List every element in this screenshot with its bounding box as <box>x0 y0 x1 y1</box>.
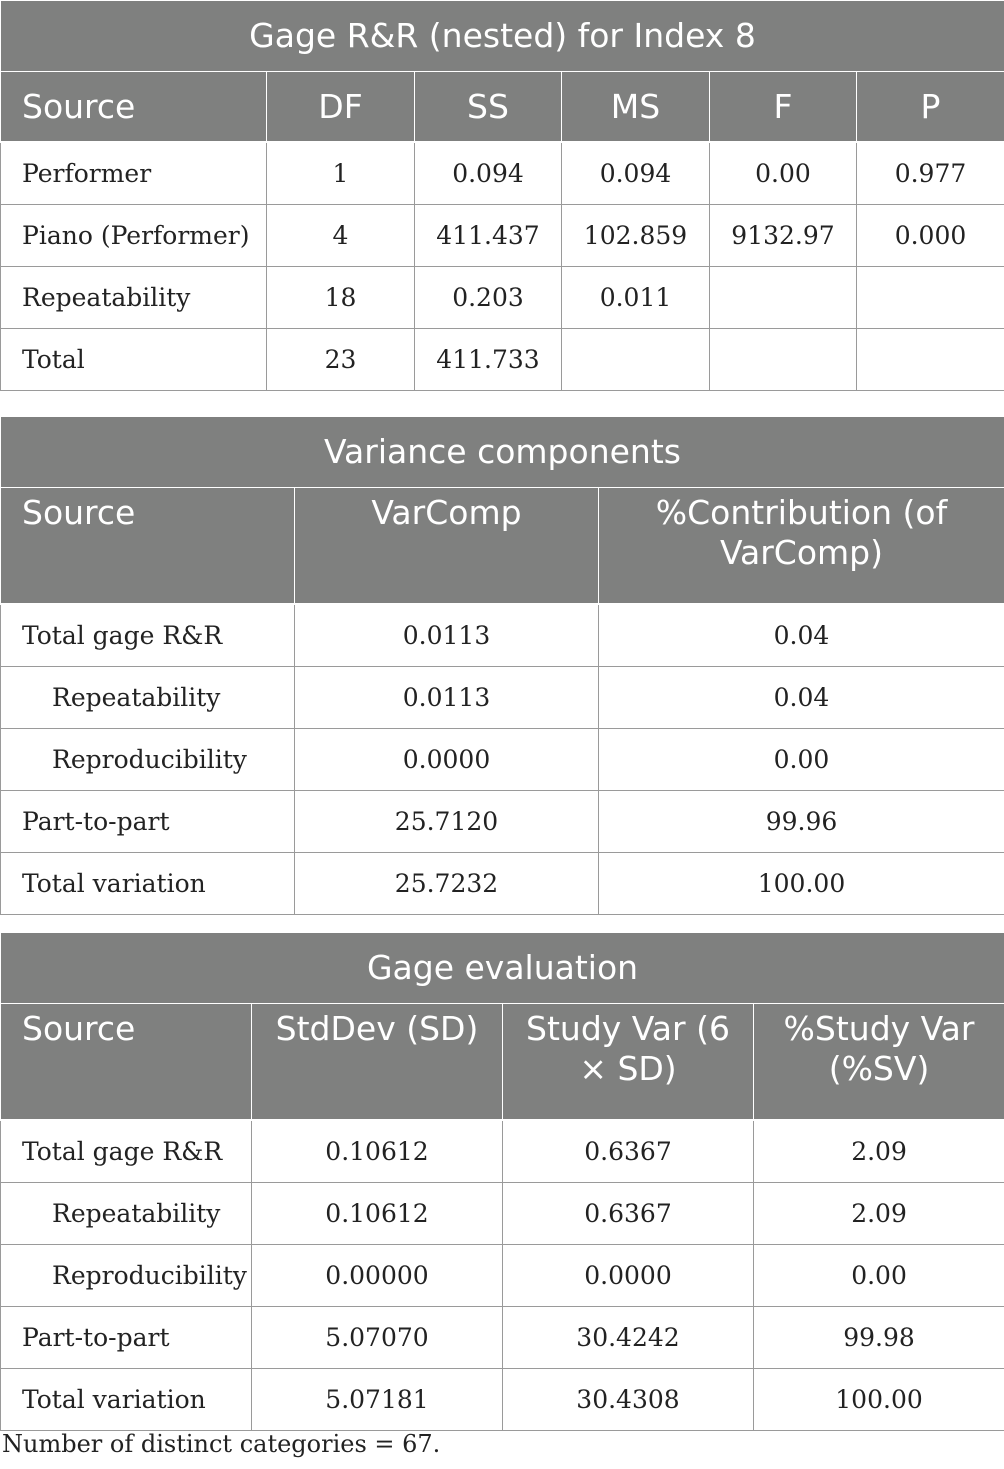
study-var-cell: 30.4308 <box>503 1369 754 1431</box>
f-cell <box>710 329 857 391</box>
table-row <box>1 1120 1004 1183</box>
p-cell: 0.977 <box>857 142 1004 205</box>
source-cell: Repeatability <box>1 667 295 729</box>
df-cell: 1 <box>267 142 415 205</box>
varcomp-cell: 0.0113 <box>295 604 599 667</box>
study-var-cell: 0.6367 <box>503 1120 754 1183</box>
ms-cell: 0.011 <box>562 267 710 329</box>
table-row <box>1 1307 1004 1369</box>
varcomp-cell: 0.0000 <box>295 729 599 791</box>
contribution-cell: 0.04 <box>599 667 1004 729</box>
ms-cell <box>562 329 710 391</box>
stddev-cell: 5.07070 <box>252 1307 503 1369</box>
p-cell: 0.000 <box>857 205 1004 267</box>
source-cell: Part-to-part <box>1 1307 252 1369</box>
source-cell: Repeatability <box>1 267 267 329</box>
pct-sv-cell: 2.09 <box>754 1120 1004 1183</box>
table-row <box>1 1183 1004 1245</box>
column-header: Source <box>1 72 267 143</box>
study-var-cell: 0.6367 <box>503 1183 754 1245</box>
variance-components-title: Variance components <box>1 417 1004 488</box>
contribution-cell: 99.96 <box>599 791 1004 853</box>
source-cell: Reproducibility <box>1 729 295 791</box>
contribution-cell: 100.00 <box>599 853 1004 915</box>
df-cell: 23 <box>267 329 415 391</box>
source-cell: Reproducibility <box>1 1245 252 1307</box>
study-var-cell: 30.4242 <box>503 1307 754 1369</box>
ss-cell: 411.733 <box>415 329 562 391</box>
table-row <box>1 729 1004 791</box>
varcomp-cell: 0.0113 <box>295 667 599 729</box>
source-cell: Total variation <box>1 1369 252 1431</box>
pct-sv-cell: 100.00 <box>754 1369 1004 1431</box>
pct-sv-cell: 0.00 <box>754 1245 1004 1307</box>
column-header: P <box>857 72 1004 143</box>
column-header: %Study Var (%SV) <box>754 1004 1004 1121</box>
column-header: MS <box>562 72 710 143</box>
stddev-cell: 0.00000 <box>252 1245 503 1307</box>
column-header: F <box>710 72 857 143</box>
column-header: Source <box>1 1004 252 1121</box>
source-cell: Total variation <box>1 853 295 915</box>
stddev-cell: 5.07181 <box>252 1369 503 1431</box>
footnote: Number of distinct categories = 67. <box>2 1430 441 1458</box>
f-cell: 0.00 <box>710 142 857 205</box>
anova-table-title: Gage R&R (nested) for Index 8 <box>1 1 1004 72</box>
table-row <box>1 667 1004 729</box>
table-row <box>1 267 1004 329</box>
column-header: StdDev (SD) <box>252 1004 503 1121</box>
source-cell: Part-to-part <box>1 791 295 853</box>
varcomp-cell: 25.7120 <box>295 791 599 853</box>
table-row <box>1 853 1004 915</box>
p-cell <box>857 329 1004 391</box>
p-cell <box>857 267 1004 329</box>
f-cell <box>710 267 857 329</box>
column-header: Source <box>1 488 295 605</box>
column-header: %Contribution (of VarComp) <box>599 488 1004 605</box>
f-cell: 9132.97 <box>710 205 857 267</box>
column-header: VarComp <box>295 488 599 605</box>
ss-cell: 0.203 <box>415 267 562 329</box>
stddev-cell: 0.10612 <box>252 1120 503 1183</box>
table-row <box>1 329 1004 391</box>
ms-cell: 0.094 <box>562 142 710 205</box>
gage-evaluation-table <box>0 932 1004 1431</box>
source-cell: Total gage R&R <box>1 604 295 667</box>
df-cell: 18 <box>267 267 415 329</box>
ms-cell: 102.859 <box>562 205 710 267</box>
table-row <box>1 791 1004 853</box>
variance-components-table <box>0 416 1004 915</box>
table-row <box>1 1245 1004 1307</box>
gage-evaluation-title: Gage evaluation <box>1 933 1004 1004</box>
column-header: Study Var (6 × SD) <box>503 1004 754 1121</box>
table-row <box>1 142 1004 205</box>
source-cell: Total <box>1 329 267 391</box>
anova-table <box>0 0 1004 391</box>
source-cell: Piano (Performer) <box>1 205 267 267</box>
study-var-cell: 0.0000 <box>503 1245 754 1307</box>
df-cell: 4 <box>267 205 415 267</box>
source-cell: Total gage R&R <box>1 1120 252 1183</box>
table-row <box>1 1369 1004 1431</box>
pct-sv-cell: 99.98 <box>754 1307 1004 1369</box>
contribution-cell: 0.00 <box>599 729 1004 791</box>
pct-sv-cell: 2.09 <box>754 1183 1004 1245</box>
varcomp-cell: 25.7232 <box>295 853 599 915</box>
ss-cell: 411.437 <box>415 205 562 267</box>
column-header: DF <box>267 72 415 143</box>
ss-cell: 0.094 <box>415 142 562 205</box>
stddev-cell: 0.10612 <box>252 1183 503 1245</box>
contribution-cell: 0.04 <box>599 604 1004 667</box>
column-header: SS <box>415 72 562 143</box>
table-row <box>1 205 1004 267</box>
table-row <box>1 604 1004 667</box>
source-cell: Performer <box>1 142 267 205</box>
source-cell: Repeatability <box>1 1183 252 1245</box>
